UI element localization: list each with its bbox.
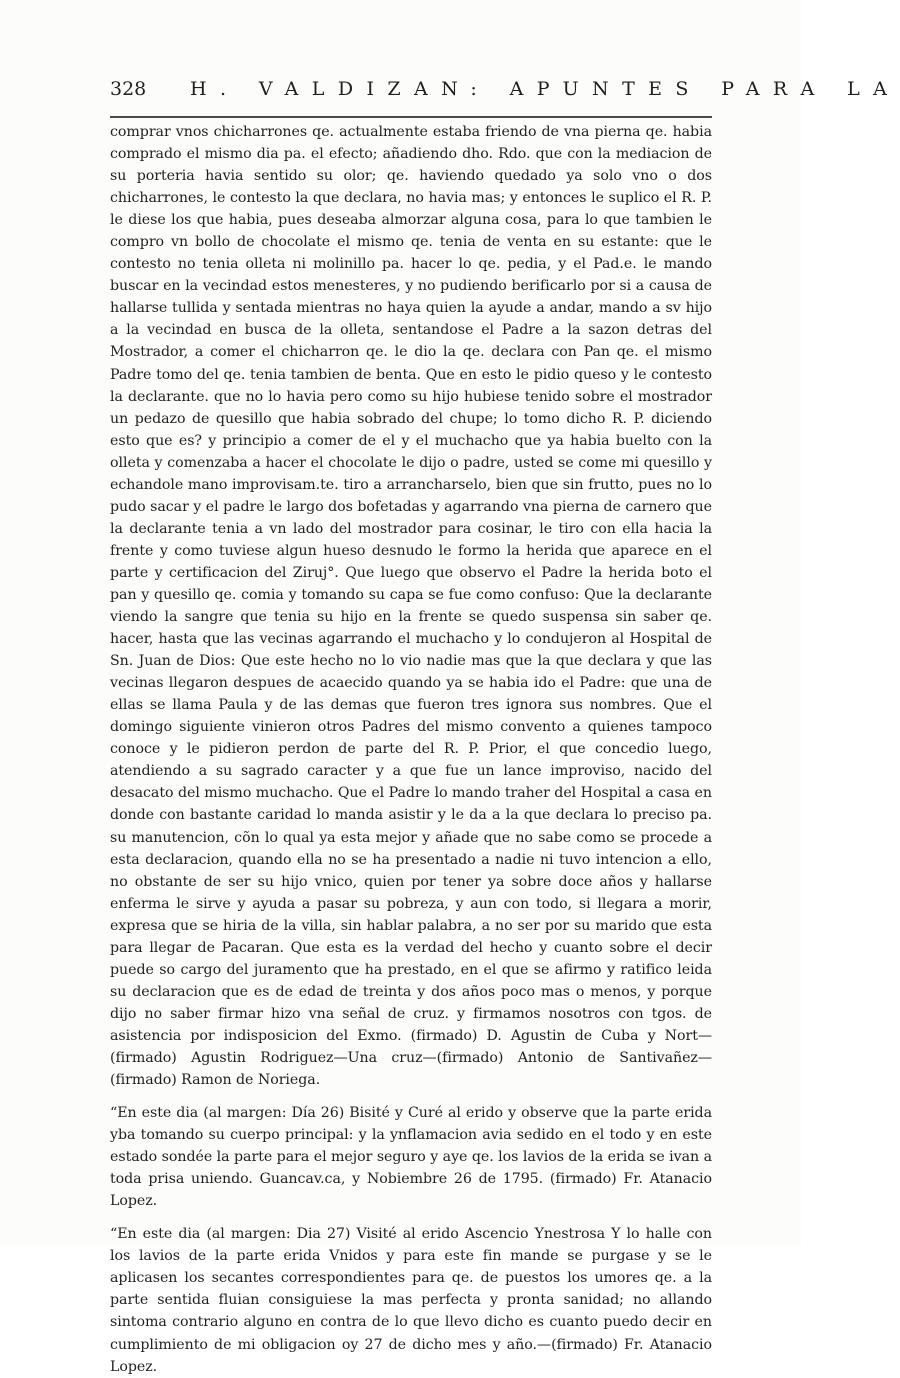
paragraph-day-27: “En este dia (al margen: Dia 27) Visité al erido Ascencio Ynestrosa Y lo halle con los lavios de la parte erida Vnidos y para este fin mande se purgase y se le aplicasen los secantes correspondientes para qe. de puestos los umores qe. a la parte sentida fluian consiguiese la mas perfecta y pronta sanidad; no allando sintoma contrario alguno en contra de lo que llevo dicho es cuanto puedo decir en cumplimiento de mi obligacion oy 27 de dicho mes y año.—(firmado) Fr. Atanacio Lopez.	[110, 1226, 712, 1375]
running-title: H. VALDIZAN: APUNTES PARA LA	[190, 78, 900, 100]
paragraph-declaration: comprar vnos chicharrones qe. actualmente estaba friendo de vna pierna qe. habia comprado el mismo dia pa. el efecto; añadiendo dho. Rdo. que con la mediacion de su porteria havia sentido su olor; qe. haviendo quedado ya solo vno o dos chicharrones, le contesto la que declara, no havia mas; y entonces le suplico el R. P. le diese los que habia, pues deseaba almorzar alguna cosa, para lo que tambien le compro vn bollo de chocolate el mismo qe. tenia de venta en su estante: que le contesto no tenia olleta ni molinillo pa. hacer lo qe. pedia, y el Pad.e. le mando buscar en la vecindad estos menesteres, y no pudiendo berificarlo por si a causa de hallarse tullida y sentada mientras no haya quien la ayude a andar, mando a sv hijo a la vecindad en busca de la olleta, sentandose el Padre a la sazon detras del Mostrador, a comer el chicharron qe. le dio la qe. declara con Pan qe. el mismo Padre tomo del qe. tenia tambien de benta. Que en esto le pidio queso y le contesto la declarante. que no lo havia pero como su hijo hubiese tenido sobre el mostrador un pedazo de quesillo que habia sobrado del chupe; lo tomo dicho R. P. diciendo esto que es? y principio a comer de el y el muchacho que ya habia buelto con la olleta y comenzaba a hacer el chocolate le dijo o padre, usted se come mi quesillo y echandole mano improvisam.te. tiro a arrancharselo, bien que sin frutto, pues no lo pudo sacar y el padre le largo dos bofetadas y agarrando vna pierna de carnero que la declarante tenia a vn lado del mostrador para cosinar, le tiro con ella hacia la frente y como tuviese algun hueso desnudo le formo la herida que aparece en el parte y certificacion del Ziruj°. Que luego que observo el Padre la herida boto el pan y quesillo qe. comia y tomando su capa se fue como confuso: Que la declarante viendo la sangre que tenia su hijo en la frente se quedo suspensa sin saber qe. hacer, hasta que las vecinas agarrando el muchacho y lo condujeron al Hospital de Sn. Juan de Dios: Que este hecho no lo vio nadie mas que la que declara y que las vecinas llegaron despues de acaecido quando ya se habia ido el Padre: que una de ellas se llama Paula y de las demas que fueron tres ignora sus nombres. Que el domingo siguiente vinieron otros Padres del mismo convento a quienes tampoco conoce y le pidieron perdon de parte del R. P. Prior, el que concedio luego, atendiendo a su sagrado caracter y a que fue un lance improviso, nacido del desacato del mismo muchacho. Que el Padre lo mando traher del Hospital a casa en donde con bastante caridad lo manda asistir y le da a la que declara lo preciso pa. su manutencion, cõn lo qual ya esta mejor y añade que no sabe como se procede a esta declaracion, quando ella no se ha presentado a nadie ni tuvo intencion a ello, no obstante de ser su hijo vnico, quien por tener ya sobre doce años y hallarse enferma le sirve y ayuda a pasar su pobreza, y aun con todo, si llegara a morir, expresa que se hiria de la villa, sin hablar palabra, a no ser por su marido que esta para llegar de Pacaran. Que esta es la verdad del hecho y cuanto sobre el decir puede so cargo del juramento que ha prestado, en el que se afirmo y ratifico leida su declaracion que es de edad de treinta y dos años poco mas o menos, y porque dijo no saber firmar hizo vna señal de cruz. y firmamos nosotros con tgos. de asistencia por indisposicion del Exmo. (firmado) D. Agustin de Cuba y Nort—(firmado) Agustin Rodriguez—Una cruz—(firmado) Antonio de Santivañez—(firmado) Ramon de Noriega.	[110, 124, 712, 1089]
header-rule	[110, 116, 712, 118]
page-number: 328	[110, 78, 147, 100]
page-header	[110, 78, 900, 106]
paragraph-day-26: “En este dia (al margen: Día 26) Bisité y Curé al erido y observe que la parte erida yba tomando su cuerpo principal: y la ynflamacion avia sedido en el todo y en este estado sondée la parte para el mejor seguro y aye qe. los lavios de la erida se ivan a toda prisa uniendo. Guancav.ca, y Nobiembre 26 de 1795. (firmado) Fr. Atanacio Lopez.	[110, 1105, 712, 1210]
body-text	[110, 121, 712, 1378]
